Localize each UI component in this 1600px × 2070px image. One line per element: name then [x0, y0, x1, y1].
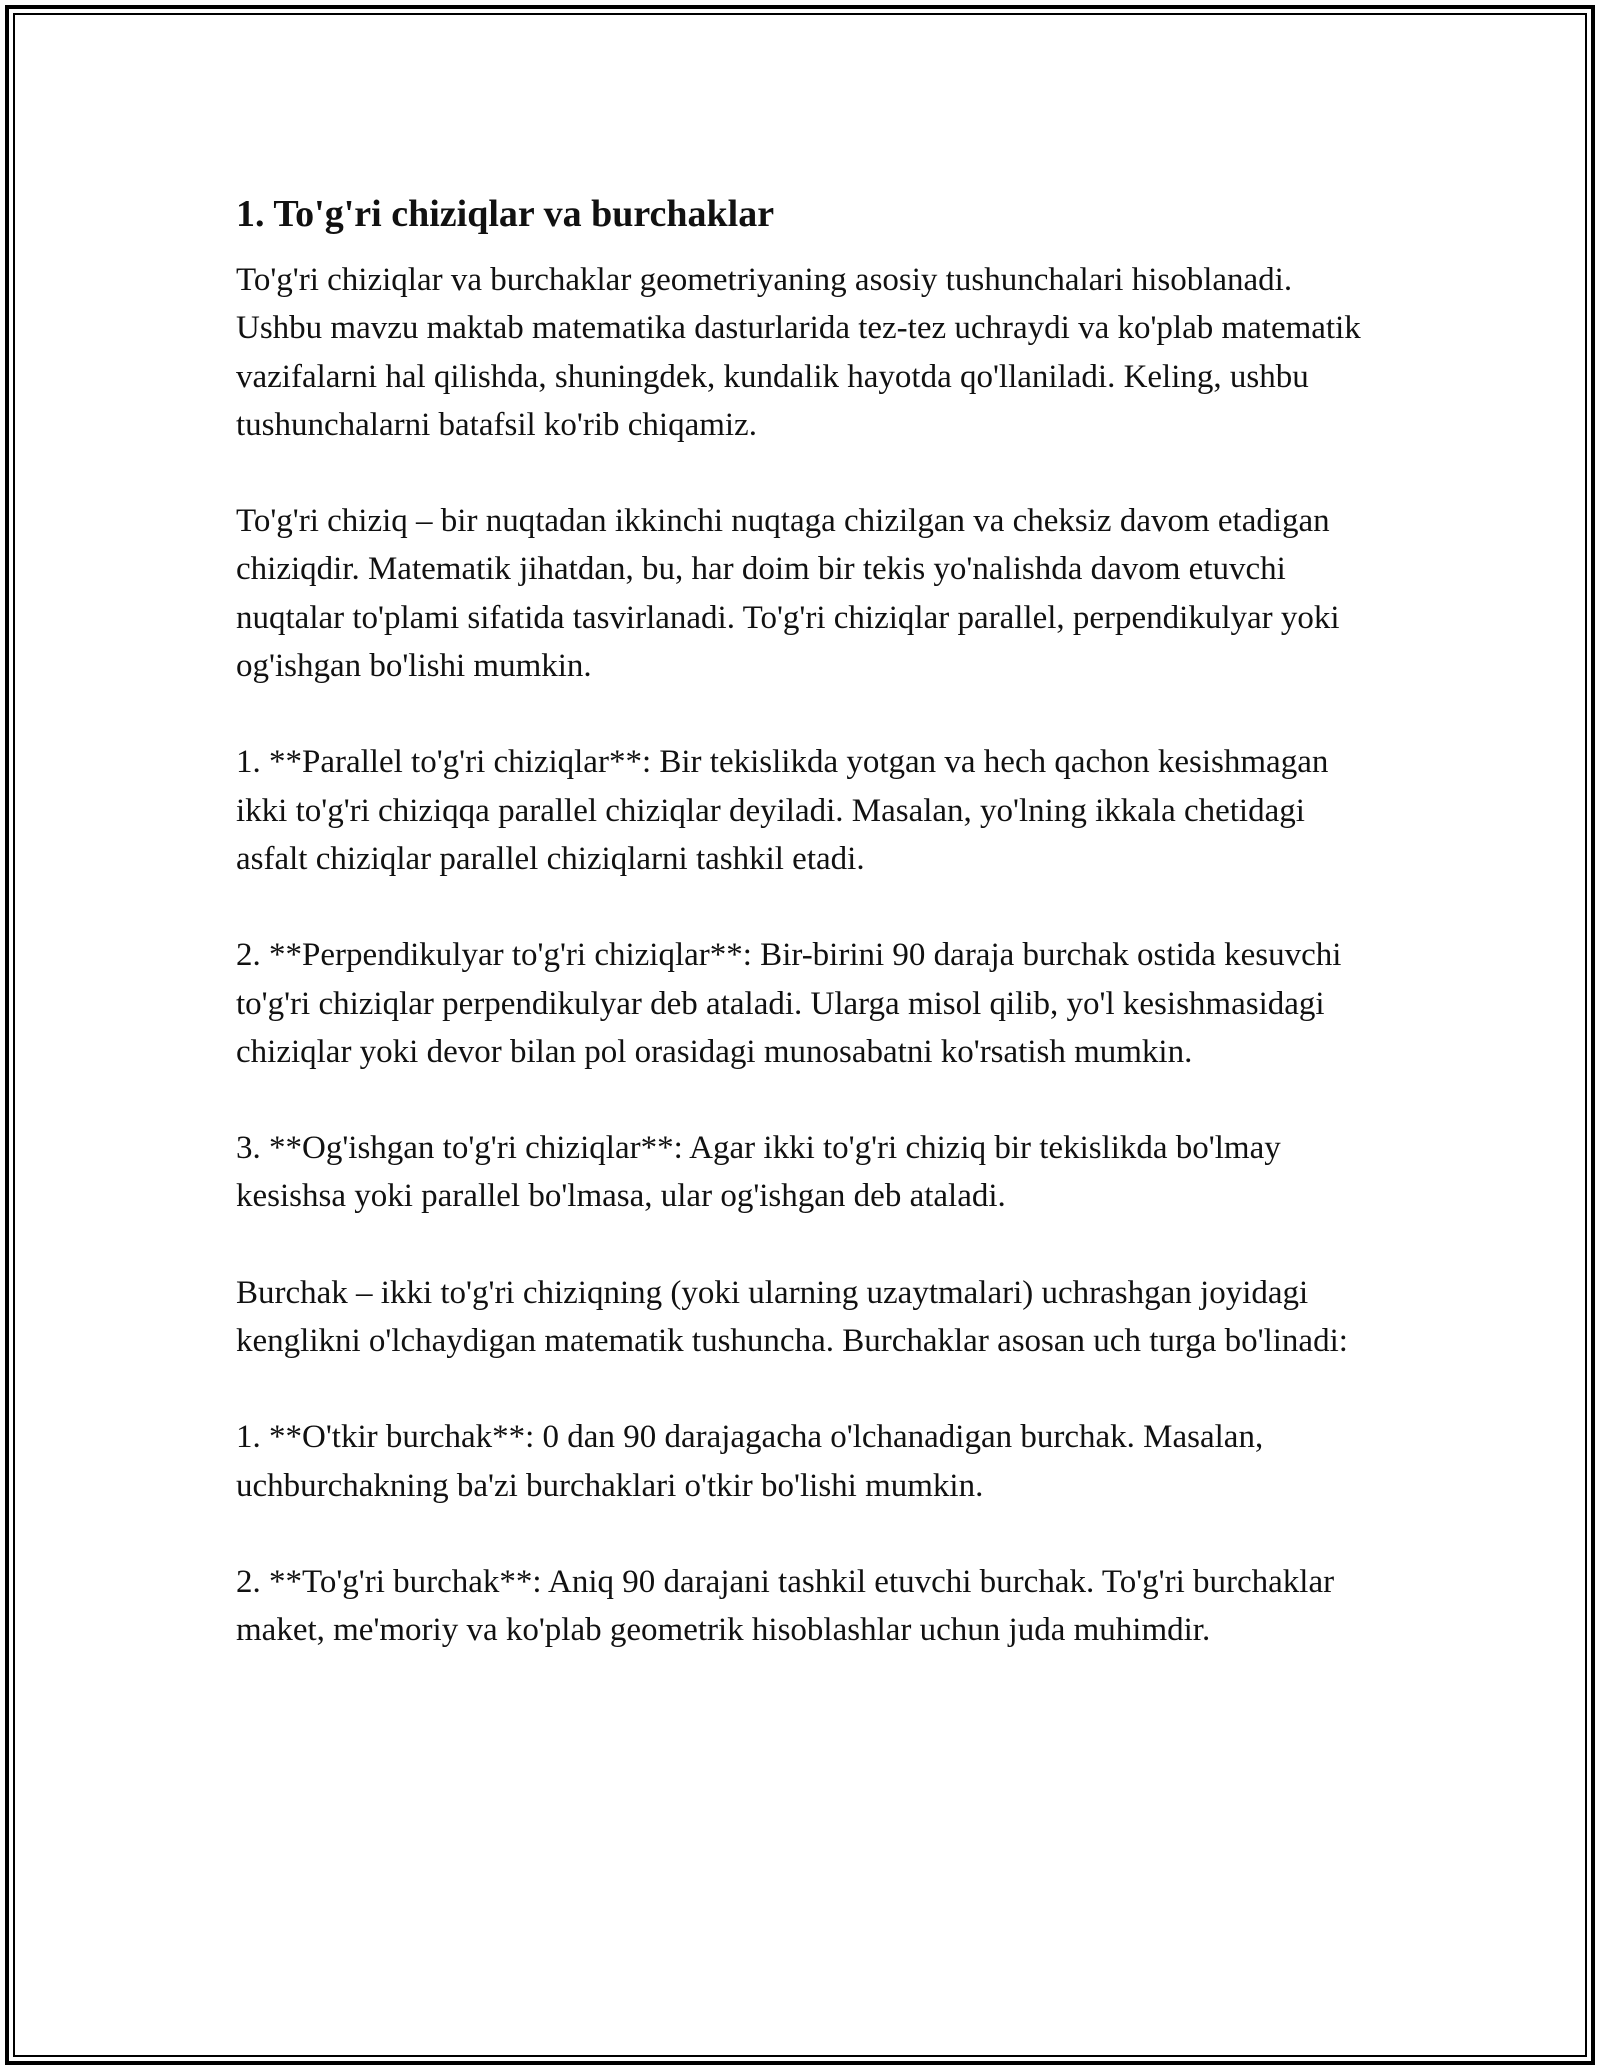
- paragraph-straight-line-definition: To'g'ri chiziq – bir nuqtadan ikkinchi nuqtaga chizilgan va cheksiz davom etadigan chiziqdir. Matematik jihatdan, bu, har doim bir tekis yo'nalishda davom etuvchi nuqtalar to'plami sifatida tasvirlanadi. To'g'ri chiziqlar parallel, perpendikulyar yoki og'ishgan bo'lishi mumkin.: [236, 503, 1340, 685]
- paragraph-parallel-lines: 1. **Parallel to'g'ri chiziqlar**: Bir tekislikda yotgan va hech qachon kesishmagan ikki to'g'ri chiziqqa parallel chiziqlar deyiladi. Masalan, yo'lning ikkala chetidagi asfalt chiziqlar parallel chiziqlarni tashkil etadi.: [236, 744, 1329, 877]
- paragraph-intro: To'g'ri chiziqlar va burchaklar geometriyaning asosiy tushunchalari hisoblanadi. Ushbu mavzu maktab matematika dasturlarida tez-tez uchraydi va ko'plab matematik vazifalarni hal qilishda, shuningdek, kundalik hayotda qo'llaniladi. Keling, ushbu tushunchalarni batafsil ko'rib chiqamiz.: [236, 262, 1361, 443]
- paragraph-skew-lines: 3. **Og'ishgan to'g'ri chiziqlar**: Agar ikki to'g'ri chiziq bir tekislikda bo'lmay kesishsa yoki parallel bo'lmasa, ular og'ishgan deb ataladi.: [236, 1130, 1281, 1215]
- paragraph-perpendicular-lines: 2. **Perpendikulyar to'g'ri chiziqlar**: Bir-birini 90 daraja burchak ostida kesuvchi to'g'ri chiziqlar perpendikulyar deb ataladi. Ularga misol qilib, yo'l kesishmasidagi chiziqlar yoki devor bilan pol orasidagi munosabatni ko'rsatish mumkin.: [236, 937, 1342, 1070]
- paragraph-acute-angle: 1. **O'tkir burchak**: 0 dan 90 darajagacha o'lchanadigan burchak. Masalan, uchburchakning ba'zi burchaklari o'tkir bo'lishi mumkin.: [236, 1419, 1264, 1504]
- document-body: [236, 190, 1366, 1703]
- paragraph-right-angle: 2. **To'g'ri burchak**: Aniq 90 darajani tashkil etuvchi burchak. To'g'ri burchaklar maket, me'moriy va ko'plab geometrik hisoblashlar uchun juda muhimdir.: [236, 1563, 1335, 1649]
- paragraph-angle-definition: Burchak – ikki to'g'ri chiziqning (yoki ularning uzaytmalari) uchrashgan joyidagi kenglikni o'lchaydigan matematik tushuncha. Burchaklar asosan uch turga bo'linadi:: [236, 1274, 1348, 1360]
- section-heading: 1. To'g'ri chiziqlar va burchaklar: [236, 193, 775, 235]
